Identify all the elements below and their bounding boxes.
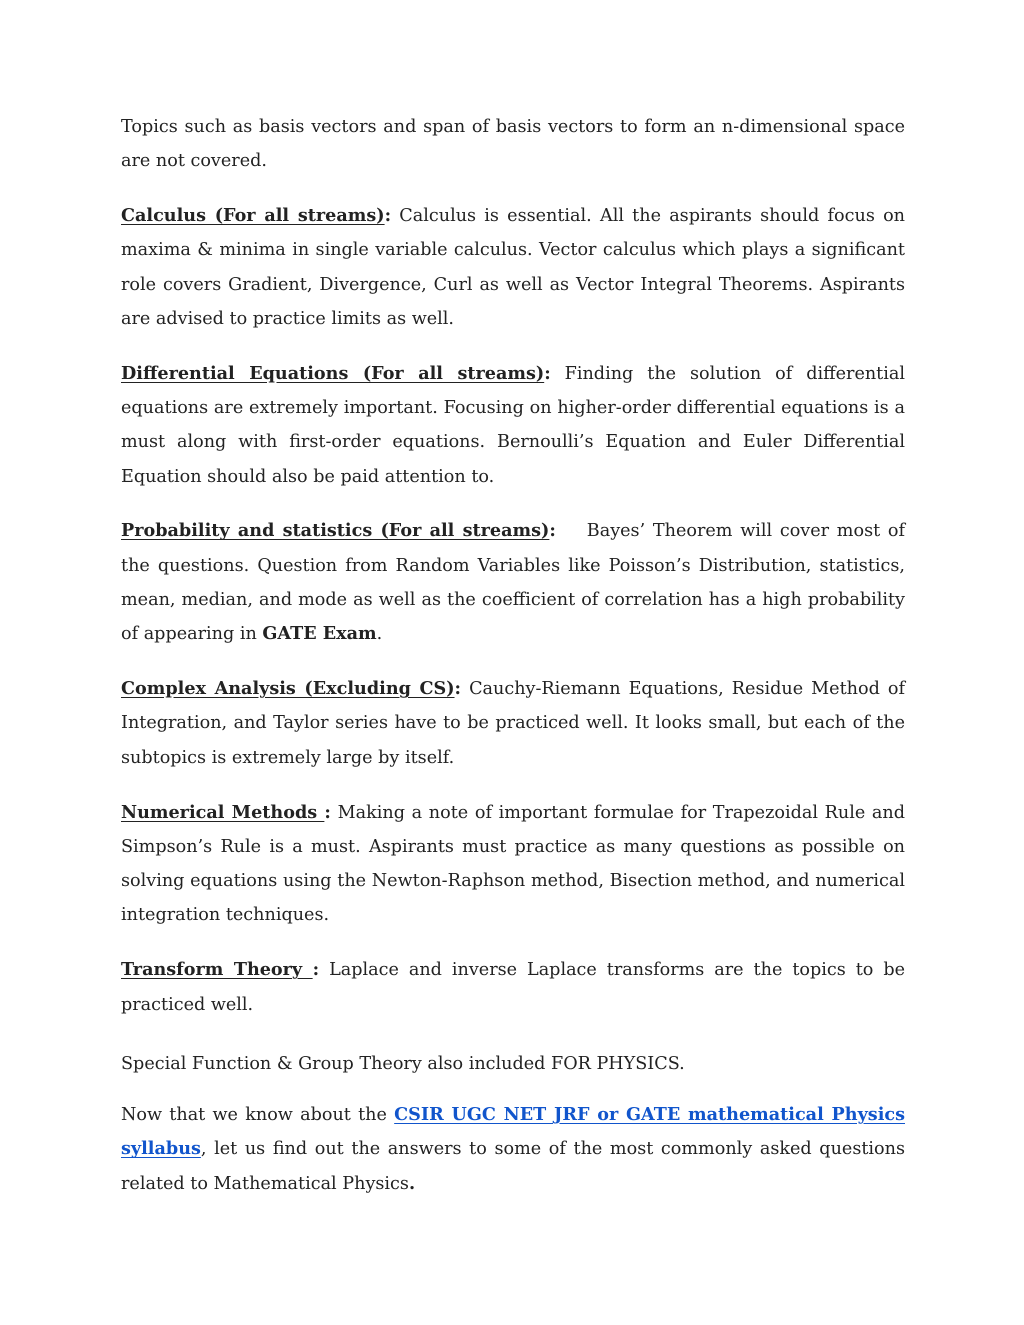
section-body: Making a note of important formulae for Trapezoidal Rule and Simpson’s Rule is a must. Aspirants must practice as many questions as possible on solving equations using the Newton-Raphson method, Bisection method, and numerical integration techniques.: [121, 802, 906, 926]
heading-colon: :: [454, 678, 462, 700]
special-note: Special Function & Group Theory also included FOR PHYSICS.: [121, 1053, 685, 1074]
section-heading: Calculus (For all streams): [121, 205, 385, 227]
closing-period: .: [408, 1172, 416, 1194]
section-complex-analysis: [121, 672, 905, 775]
section-heading: Numerical Methods: [121, 801, 325, 823]
syllabus-link[interactable]: CSIR UGC NET JRF or GATE mathematical Physics syllabus: [121, 1104, 905, 1160]
section-heading: Differential Equations (For all streams): [121, 362, 545, 384]
heading-colon: :: [544, 362, 551, 384]
section-body: Finding the solution of differential equations are extremely important. Focusing on higher-order differential equations is a must along with first-order equations. Bernoulli’s Equation and Euler Differential Equation should also be paid attention to.: [121, 363, 905, 487]
heading-colon: :: [324, 801, 331, 823]
document-page: [121, 110, 911, 1201]
section-body: Calculus is essential. All the aspirants should focus on maxima & minima in single variable calculus. Vector calculus which plays a significant role covers Gradient, Divergence, Curl as well as Vector Integral Theorems. Aspirants are advised to practice limits as well.: [121, 206, 905, 329]
section-body: Cauchy-Riemann Equations, Residue Method of Integration, and Taylor series have to be practiced well. It looks small, but each of the subtopics is extremely large by itself.: [121, 679, 905, 768]
section-numerical-methods: [121, 796, 905, 933]
heading-colon: :: [384, 205, 392, 227]
gate-exam-bold: GATE Exam: [262, 623, 377, 645]
section-body: Bayes’ Theorem will cover most of the questions. Question from Random Variables like Poisson’s Distribution, statistics, mean, median, and mode as well as the coefficient of correlation has a high probability of appearing in: [121, 521, 911, 645]
section-probability-statistics: [121, 514, 911, 651]
section-transform-theory: [121, 953, 905, 1022]
heading-colon: :: [549, 520, 556, 542]
section-differential-equations: [121, 357, 905, 494]
closing-paragraph: [121, 1098, 905, 1201]
section-heading: Transform Theory: [121, 959, 313, 981]
heading-colon: :: [312, 959, 320, 981]
closing-body: , let us find out the answers to some of the most commonly asked questions related to Mathematical Physics: [121, 1139, 905, 1194]
section-heading: Complex Analysis (Excluding CS): [121, 678, 455, 700]
section-calculus: [121, 199, 905, 336]
section-tail: .: [376, 624, 383, 645]
closing-intro: Now that we know about the: [121, 1105, 395, 1126]
section-heading: Probability and statistics (For all streams): [121, 520, 550, 542]
section-body: Laplace and inverse Laplace transforms are the topics to be practiced well.: [121, 960, 905, 1015]
intro-paragraph: Topics such as basis vectors and span of basis vectors to form an n-dimensional space are not covered.: [121, 117, 905, 172]
